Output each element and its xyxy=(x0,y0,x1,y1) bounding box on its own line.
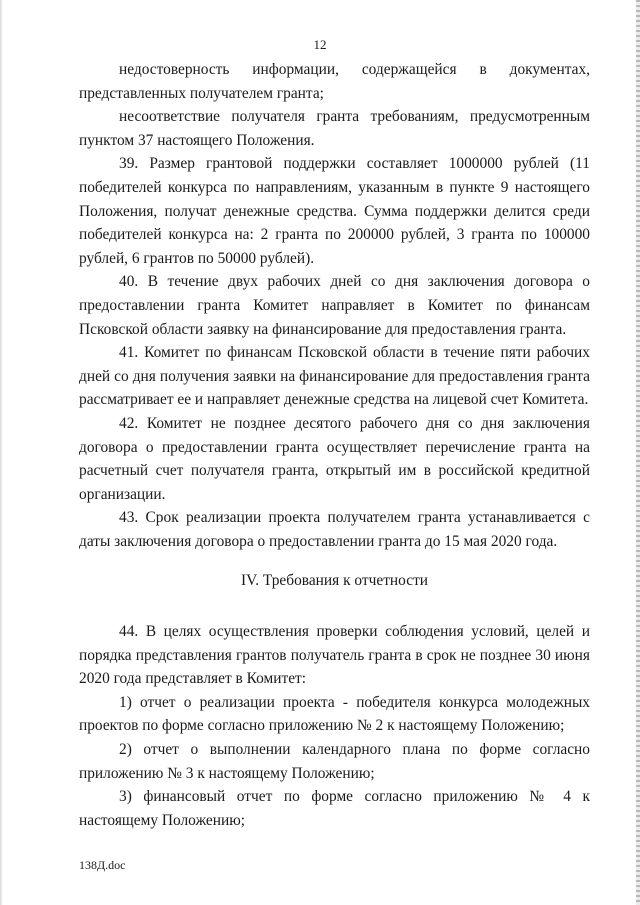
list-item: 1) отчет о реализации проекта - победителя конкурса молодежных проектов по форме согласно приложению № 2 к настоящему Положению; xyxy=(79,693,590,735)
list-item: 3) финансовый отчет по форме согласно приложению № 4 к настоящему Положению; xyxy=(79,788,590,829)
paragraph-item-44: 44. В целях осуществления проверки соблюдения условий, целей и порядка представления грантов получатель гранта в срок не позднее 30 июня 2020 года представляет в Комитет: xyxy=(79,623,590,688)
footer-filename: 138Д.doc xyxy=(79,858,126,872)
paragraph-item-43: 43. Срок реализации проекта получателем гранта устанавливается с даты заключения договора о предоставлении гранта до 15 мая 2020 года. xyxy=(79,509,590,550)
list-item: 2) отчет о выполнении календарного плана по форме согласно приложению № 3 к настоящему Положению; xyxy=(79,741,590,782)
document-body xyxy=(79,58,590,832)
paragraph-item-39: 39. Размер грантовой поддержки составляет 1000000 рублей (11 победителей конкурса по направлениям, указанным в пункте 9 настоящего Положения, получат денежные средства. Сумма поддержки делится среди победителей конкурса на: 2 гранта по 200000 рублей, 3 гранта по 100000 рублей, 6 грантов по 50000 рублей). xyxy=(79,155,590,267)
paragraph: несоответствие получателя гранта требованиям, предусмотренным пунктом 37 настоящего Положения. xyxy=(79,108,590,149)
page-number: 12 xyxy=(313,37,327,52)
scan-edge-left xyxy=(0,0,3,905)
paragraph: недостоверность информации, содержащейся в документах, представленных получателем гранта; xyxy=(79,61,590,102)
paragraph-item-42: 42. Комитет не позднее десятого рабочего дня со дня заключения договора о предоставлении гранта осуществляет перечисление гранта на расчетный счет получателя гранта, открытый им в российской кредитной организации. xyxy=(79,414,590,503)
paragraph-item-41: 41. Комитет по финансам Псковской области в течение пяти рабочих дней со дня получения заявки на финансирование для предоставления гранта рассматривает ее и направляет денежные средства на лицевой счет Комитета. xyxy=(79,344,590,409)
section-heading: IV. Требования к отчетности xyxy=(240,572,429,590)
paragraph-item-40: 40. В течение двух рабочих дней со дня заключения договора о предоставлении гранта Комитет направляет в Комитет по финансам Псковской области заявку на финансирование для предоставления гранта. xyxy=(79,273,590,338)
scan-edge-right xyxy=(636,0,640,905)
